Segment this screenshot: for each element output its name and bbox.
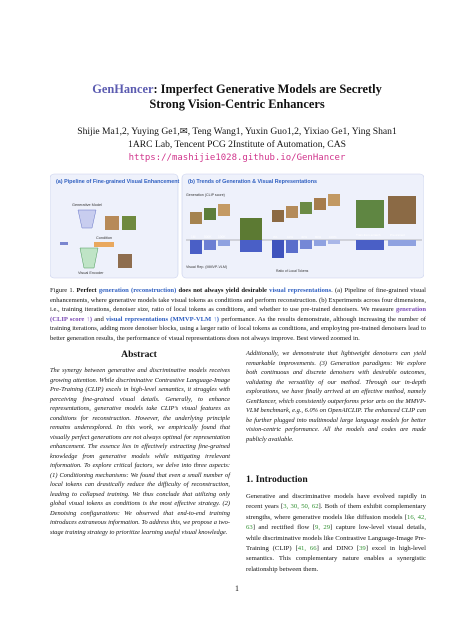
gen-thumb-4 bbox=[240, 218, 262, 240]
rep-bar-5 bbox=[272, 240, 284, 258]
citation-link[interactable]: 3, 30, 50, 62 bbox=[283, 503, 319, 511]
introduction-paragraph bbox=[246, 492, 426, 575]
encoder-input-thumb bbox=[118, 254, 132, 268]
citation-link[interactable]: 9, 29 bbox=[314, 524, 331, 532]
title-line2: Strong Vision-Centric Enhancers bbox=[149, 97, 325, 111]
tick-a-1: 1M bbox=[191, 235, 196, 239]
tick-b-4: 80% bbox=[315, 235, 322, 239]
intro-text-6: ] excel in high-level semantics. This complementary nature enables a synergistic relationship between them. bbox=[246, 545, 427, 573]
section-heading-introduction: 1. Introduction bbox=[246, 474, 308, 485]
tick-b-2: 10% bbox=[287, 235, 294, 239]
intro-text-1: Generative and discriminative models have evolved rapidly in recent years [ bbox=[246, 493, 426, 511]
panel-b-frame bbox=[182, 174, 424, 278]
paper-title bbox=[0, 82, 474, 112]
condition-tokens bbox=[94, 242, 114, 247]
figure-1 bbox=[50, 172, 424, 280]
generation-axis-label: Generation (CLIP score) bbox=[186, 193, 225, 197]
caption-t1: Perfect bbox=[76, 287, 97, 294]
tick-b-3: 40% bbox=[301, 235, 308, 239]
rep-bar-3 bbox=[218, 240, 230, 246]
abstract-continued: Additionally, we demonstrate that lightweight denoisers can yield remarkable improvements. (3) Generation paradigms: We explore both continuous and discrete denoisers with desirable outcomes, validating the versatility of our method. Through our in-depth explorations, we have finally arrived at an effective method, namely GenHancer, which consistently outperforms prior arts on the MMVP-VLM benchmark, e.g., 6.0% on OpenAICLIP. The enhanced CLIP can be further plugged into multimodal large language models for better vision-centric performance. All the models and codes are made publicly available. bbox=[246, 350, 426, 443]
abstract-heading: Abstract bbox=[121, 349, 157, 360]
rep-bar-7 bbox=[300, 240, 312, 249]
rep-bar-10 bbox=[356, 240, 384, 250]
gen-thumb-3 bbox=[218, 204, 230, 216]
author-list: Shijie Ma1,2, Yuying Ge1,✉, Teng Wang1, Yuxin Guo1,2, Yixiao Ge1, Ying Shan1 bbox=[77, 126, 397, 137]
gen-thumb-10 bbox=[356, 200, 384, 228]
gen-thumb-8 bbox=[314, 198, 326, 210]
method-name: GenHancer bbox=[92, 82, 154, 96]
condition-label: Condition bbox=[96, 236, 113, 240]
citation-link[interactable]: 39 bbox=[359, 545, 366, 553]
tick-c-2: Pre-trained bbox=[390, 233, 405, 237]
reconstruction-thumb bbox=[105, 216, 119, 230]
tick-b-1: 0% bbox=[273, 235, 278, 239]
tick-a-3: 100K bbox=[218, 235, 226, 239]
project-url[interactable]: https://mashijie1028.github.io/GenHancer bbox=[128, 153, 346, 163]
tick-a-2: 500K bbox=[204, 235, 212, 239]
intro-text-2: ]. Both of them exhibit complementary strengths, where generative models like diffusion models [ bbox=[246, 503, 427, 521]
intro-text-4: ] capture low-level visual details, while discriminative models like Contrastive Language-Image Pre-Training (CLIP) [ bbox=[246, 524, 427, 553]
intro-text-5: ] and DINO [ bbox=[316, 545, 360, 553]
caption-t4: visual representations bbox=[269, 287, 332, 294]
affiliations: 1ARC Lab, Tencent PCG 2Institute of Automation, CAS bbox=[128, 139, 346, 150]
rep-bar-4 bbox=[240, 240, 262, 252]
caption-t3: does not always yield desirable bbox=[178, 287, 267, 294]
citation-link[interactable]: 16, 42, 63 bbox=[246, 513, 427, 532]
panel-a-title: (a) Pipeline of Fine-grained Visual Enhancement bbox=[56, 179, 180, 185]
caption-t9: performance. As the results demonstrate, although increasing the number of training iterations, adding more denoiser blocks, using a larger ratio of local tokens as conditions, and employing pre-trained denoisers lead to better generation results, the performance of visual representations does not always improve. Best viewed zoomed in. bbox=[50, 315, 426, 342]
visual-encoder-label: Visual Encoder bbox=[78, 271, 104, 275]
tick-b-5: 100% bbox=[329, 235, 337, 239]
gen-thumb-6 bbox=[286, 206, 298, 218]
input-thumb bbox=[122, 216, 136, 230]
tick-c-1: Train-from-scratch bbox=[356, 233, 381, 237]
caption-t7: and bbox=[94, 315, 104, 323]
intro-text-3: ] and rectified flow [ bbox=[252, 524, 315, 532]
panel-b-title: (b) Trends of Generation & Visual Representations bbox=[188, 179, 318, 185]
page-number: 1 bbox=[235, 584, 239, 593]
gen-thumb-11 bbox=[388, 196, 416, 224]
generative-model-label: Generative Model bbox=[72, 203, 102, 207]
figure-caption bbox=[50, 286, 426, 344]
rep-bar-1 bbox=[190, 240, 202, 254]
gen-thumb-2 bbox=[204, 208, 216, 220]
caption-t8: visual representations (MMVP-VLM ↑) bbox=[106, 315, 219, 323]
abstract-body: The synergy between generative and discriminative models receives growing attention. While discriminative Contrastive Language-Image Pre-Training (CLIP) excels in high-level semantics, it struggles with perceiving fine-grained visual details. Generally, to enhance representations, generative models take CLIP’s visual features as conditions for reconstruction. However, the underlying principle remains underexplored. In this work, we empirically found that visually perfect generations are not always optimal for representation enhancement. The essence lies in effectively extracting fine-grained knowledge from generative models while mitigating irrelevant information. To explore critical factors, we delve into three aspects: (1) Conditioning mechanisms: We found that even a small number of local tokens can drastically reduce the difficulty of reconstruction, leading to collapsed training. We thus conclude that utilizing only global visual tokens as conditions is the most effective strategy. (2) Denoising configurations: We observed that end-to-end training introduces extraneous information. To address this, we propose a two-stage training strategy to prioritize learning useful visual knowledge. bbox=[50, 367, 230, 536]
caption-t6: generation (CLIP score ↑) bbox=[50, 306, 426, 323]
ratio-axis-label: Ratio of Local Tokens bbox=[276, 269, 309, 273]
rep-bar-2 bbox=[204, 240, 216, 250]
rep-bar-6 bbox=[286, 240, 298, 253]
gen-thumb-7 bbox=[300, 202, 312, 214]
title-line1: : Imperfect Generative Models are Secretly bbox=[153, 82, 382, 96]
caption-t5: . (a) Pipeline of fine-grained visual enhancements, where generative models take visual tokens as conditions and perform reconstruction. (b) Experiments across four dimensions, i.e., training iterations, denoiser size, ratio of local tokens as conditions, and whether to use pre-trained denoisers. We measure bbox=[50, 287, 426, 314]
gen-thumb-1 bbox=[190, 212, 202, 224]
gen-thumb-9 bbox=[328, 194, 340, 206]
citation-link[interactable]: 41, 66 bbox=[297, 545, 317, 553]
rep-bar-11 bbox=[388, 240, 416, 246]
rep-bar-9 bbox=[328, 240, 340, 244]
visual-rep-axis-label: Visual Rep. (MMVP-VLM) bbox=[186, 265, 228, 269]
rep-bar-8 bbox=[314, 240, 326, 246]
caption-lead: Figure 1. bbox=[50, 287, 75, 294]
gen-thumb-5 bbox=[272, 210, 284, 222]
flow-arrow bbox=[60, 242, 68, 245]
caption-t2: generation (reconstruction) bbox=[98, 287, 177, 294]
